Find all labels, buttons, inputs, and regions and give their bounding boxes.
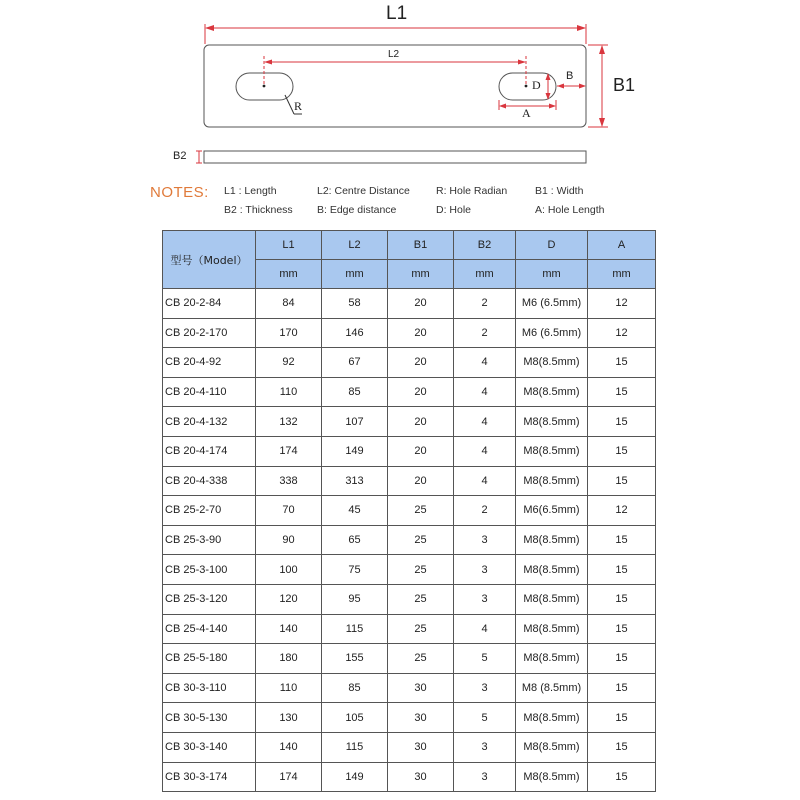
b2-dimension xyxy=(196,151,202,163)
cell-b1: 25 xyxy=(388,614,454,644)
cell-b1: 30 xyxy=(388,732,454,762)
spec-table xyxy=(162,230,656,792)
cell-l2: 155 xyxy=(322,644,388,674)
cell-l2: 313 xyxy=(322,466,388,496)
cell-l1: 140 xyxy=(256,732,322,762)
cell-d: M8(8.5mm) xyxy=(516,732,588,762)
cell-b2: 5 xyxy=(454,703,516,733)
cell-d: M8(8.5mm) xyxy=(516,555,588,585)
cell-d: M8(8.5mm) xyxy=(516,377,588,407)
cell-l2: 149 xyxy=(322,436,388,466)
cell-model: CB 30-3-110 xyxy=(163,673,256,703)
note-d: D: Hole xyxy=(436,204,472,216)
cell-b1: 25 xyxy=(388,584,454,614)
cell-l2: 105 xyxy=(322,703,388,733)
cell-a: 15 xyxy=(588,436,656,466)
table-row xyxy=(163,644,656,674)
cell-model: CB 25-5-180 xyxy=(163,644,256,674)
l2-dimension xyxy=(264,56,526,84)
cell-a: 15 xyxy=(588,762,656,792)
cell-b2: 4 xyxy=(454,466,516,496)
cell-b2: 4 xyxy=(454,348,516,378)
table-row xyxy=(163,703,656,733)
unit-a: mm xyxy=(588,260,656,289)
cell-a: 12 xyxy=(588,496,656,526)
cell-l2: 45 xyxy=(322,496,388,526)
cell-l1: 180 xyxy=(256,644,322,674)
cell-l1: 170 xyxy=(256,318,322,348)
cell-b1: 30 xyxy=(388,673,454,703)
cell-l2: 149 xyxy=(322,762,388,792)
cell-b1: 30 xyxy=(388,762,454,792)
table-row xyxy=(163,407,656,437)
cell-a: 15 xyxy=(588,407,656,437)
cell-b1: 20 xyxy=(388,377,454,407)
d-label: D xyxy=(532,78,541,92)
cell-b2: 2 xyxy=(454,318,516,348)
l1-dimension xyxy=(205,24,586,44)
cell-b2: 4 xyxy=(454,614,516,644)
busbar-drawing xyxy=(0,0,800,175)
table-row xyxy=(163,584,656,614)
cell-a: 15 xyxy=(588,555,656,585)
cell-b1: 20 xyxy=(388,348,454,378)
cell-l1: 110 xyxy=(256,673,322,703)
l2-label: L2 xyxy=(388,49,400,60)
table-row xyxy=(163,436,656,466)
cell-b1: 20 xyxy=(388,289,454,319)
cell-d: M8(8.5mm) xyxy=(516,762,588,792)
cell-d: M8(8.5mm) xyxy=(516,614,588,644)
r-label: R xyxy=(294,99,303,113)
cell-d: M8(8.5mm) xyxy=(516,407,588,437)
b-label: B xyxy=(566,70,574,82)
cell-b2: 4 xyxy=(454,436,516,466)
cell-b1: 20 xyxy=(388,436,454,466)
cell-l2: 115 xyxy=(322,732,388,762)
cell-b2: 5 xyxy=(454,644,516,674)
cell-l1: 90 xyxy=(256,525,322,555)
cell-l1: 120 xyxy=(256,584,322,614)
cell-model: CB 20-2-84 xyxy=(163,289,256,319)
note-l1: L1 : Length xyxy=(224,185,277,197)
cell-b1: 25 xyxy=(388,525,454,555)
table-row xyxy=(163,289,656,319)
cell-b1: 20 xyxy=(388,466,454,496)
cell-l2: 85 xyxy=(322,377,388,407)
a-label: A xyxy=(522,106,531,120)
unit-b1: mm xyxy=(388,260,454,289)
table-row xyxy=(163,762,656,792)
note-r: R: Hole Radian xyxy=(436,185,508,197)
table-row xyxy=(163,614,656,644)
note-l2: L2: Centre Distance xyxy=(317,185,410,197)
cell-model: CB 30-3-140 xyxy=(163,732,256,762)
table-row xyxy=(163,348,656,378)
b2-label: B2 xyxy=(173,150,187,162)
cell-l2: 85 xyxy=(322,673,388,703)
cell-l1: 84 xyxy=(256,289,322,319)
cell-b1: 20 xyxy=(388,318,454,348)
right-slot-center xyxy=(525,85,528,88)
note-b2: B2 : Thickness xyxy=(224,204,293,216)
cell-a: 15 xyxy=(588,584,656,614)
b-dimension xyxy=(557,84,586,89)
cell-model: CB 25-2-70 xyxy=(163,496,256,526)
cell-d: M6 (6.5mm) xyxy=(516,289,588,319)
cell-l1: 338 xyxy=(256,466,322,496)
cell-d: M6(6.5mm) xyxy=(516,496,588,526)
col-header-d: D xyxy=(516,231,588,260)
cell-b2: 3 xyxy=(454,525,516,555)
cell-b2: 3 xyxy=(454,732,516,762)
table-row xyxy=(163,555,656,585)
cell-l2: 115 xyxy=(322,614,388,644)
table-row xyxy=(163,318,656,348)
cell-b2: 3 xyxy=(454,762,516,792)
cell-d: M8(8.5mm) xyxy=(516,436,588,466)
cell-model: CB 20-2-170 xyxy=(163,318,256,348)
table-row xyxy=(163,525,656,555)
d-dimension xyxy=(546,73,551,100)
cell-b1: 20 xyxy=(388,407,454,437)
cell-d: M8(8.5mm) xyxy=(516,525,588,555)
left-slot-center xyxy=(263,85,266,88)
cell-model: CB 20-4-338 xyxy=(163,466,256,496)
cell-l1: 174 xyxy=(256,762,322,792)
cell-d: M8(8.5mm) xyxy=(516,644,588,674)
cell-l1: 132 xyxy=(256,407,322,437)
unit-b2: mm xyxy=(454,260,516,289)
col-header-b1: B1 xyxy=(388,231,454,260)
note-b: B: Edge distance xyxy=(317,204,397,216)
cell-d: M8(8.5mm) xyxy=(516,584,588,614)
cell-a: 12 xyxy=(588,289,656,319)
unit-l1: mm xyxy=(256,260,322,289)
cell-model: CB 25-4-140 xyxy=(163,614,256,644)
cell-model: CB 30-5-130 xyxy=(163,703,256,733)
col-header-a: A xyxy=(588,231,656,260)
cell-d: M8 (8.5mm) xyxy=(516,673,588,703)
model-header: 型号（Model） xyxy=(163,231,256,289)
col-header-l2: L2 xyxy=(322,231,388,260)
spec-table-body xyxy=(163,289,656,792)
cell-model: CB 20-4-110 xyxy=(163,377,256,407)
cell-model: CB 25-3-100 xyxy=(163,555,256,585)
cell-model: CB 25-3-90 xyxy=(163,525,256,555)
cell-l1: 130 xyxy=(256,703,322,733)
cell-l1: 70 xyxy=(256,496,322,526)
cell-model: CB 25-3-120 xyxy=(163,584,256,614)
cell-a: 15 xyxy=(588,525,656,555)
col-header-l1: L1 xyxy=(256,231,322,260)
l1-label: L1 xyxy=(386,3,408,24)
cell-l2: 146 xyxy=(322,318,388,348)
cell-b1: 25 xyxy=(388,496,454,526)
side-view-plate xyxy=(204,151,586,163)
cell-l2: 75 xyxy=(322,555,388,585)
cell-a: 15 xyxy=(588,377,656,407)
cell-b2: 3 xyxy=(454,555,516,585)
cell-l2: 58 xyxy=(322,289,388,319)
cell-b2: 3 xyxy=(454,673,516,703)
cell-l1: 174 xyxy=(256,436,322,466)
cell-l1: 92 xyxy=(256,348,322,378)
cell-d: M8(8.5mm) xyxy=(516,348,588,378)
note-b1: B1 : Width xyxy=(535,185,584,197)
b1-dimension xyxy=(588,45,608,127)
unit-d: mm xyxy=(516,260,588,289)
cell-b2: 3 xyxy=(454,584,516,614)
notes-title: NOTES: xyxy=(150,184,209,201)
cell-a: 15 xyxy=(588,732,656,762)
cell-model: CB 20-4-132 xyxy=(163,407,256,437)
cell-a: 15 xyxy=(588,614,656,644)
cell-model: CB 20-4-92 xyxy=(163,348,256,378)
spec-table-header xyxy=(163,231,656,289)
cell-l2: 107 xyxy=(322,407,388,437)
cell-a: 12 xyxy=(588,318,656,348)
table-row xyxy=(163,377,656,407)
cell-l2: 95 xyxy=(322,584,388,614)
cell-model: CB 20-4-174 xyxy=(163,436,256,466)
cell-b2: 2 xyxy=(454,496,516,526)
cell-a: 15 xyxy=(588,644,656,674)
cell-a: 15 xyxy=(588,703,656,733)
cell-d: M8(8.5mm) xyxy=(516,703,588,733)
table-row xyxy=(163,466,656,496)
unit-l2: mm xyxy=(322,260,388,289)
cell-l2: 65 xyxy=(322,525,388,555)
cell-a: 15 xyxy=(588,673,656,703)
cell-b2: 4 xyxy=(454,377,516,407)
cell-l1: 140 xyxy=(256,614,322,644)
cell-b2: 2 xyxy=(454,289,516,319)
table-row xyxy=(163,732,656,762)
cell-b2: 4 xyxy=(454,407,516,437)
cell-a: 15 xyxy=(588,348,656,378)
cell-l1: 110 xyxy=(256,377,322,407)
cell-a: 15 xyxy=(588,466,656,496)
table-row xyxy=(163,496,656,526)
table-row xyxy=(163,673,656,703)
cell-d: M8(8.5mm) xyxy=(516,466,588,496)
note-a: A: Hole Length xyxy=(535,204,605,216)
col-header-b2: B2 xyxy=(454,231,516,260)
cell-model: CB 30-3-174 xyxy=(163,762,256,792)
cell-b1: 30 xyxy=(388,703,454,733)
cell-b1: 25 xyxy=(388,555,454,585)
cell-l1: 100 xyxy=(256,555,322,585)
b1-label: B1 xyxy=(613,75,636,95)
cell-l2: 67 xyxy=(322,348,388,378)
cell-b1: 25 xyxy=(388,644,454,674)
cell-d: M6 (6.5mm) xyxy=(516,318,588,348)
